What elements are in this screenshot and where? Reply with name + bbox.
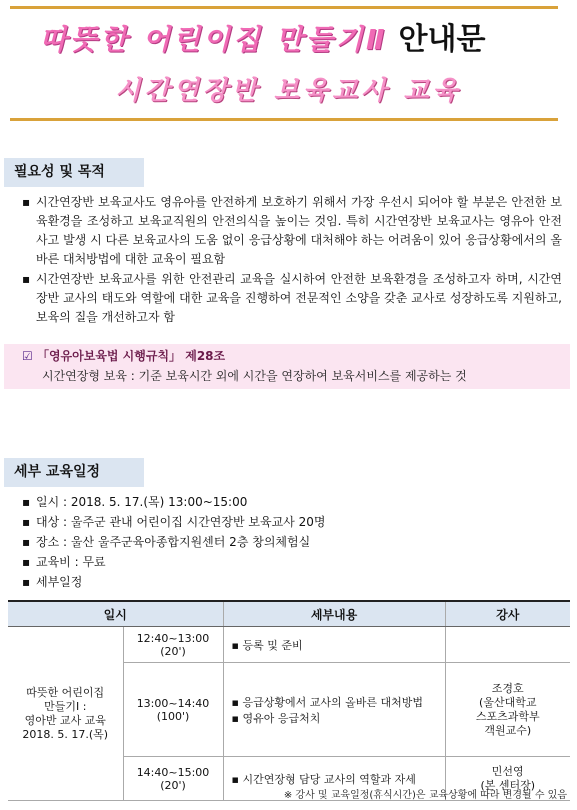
schedule-item-text: 세부일정	[36, 575, 83, 589]
time-range: 13:00~14:40	[136, 696, 210, 710]
session-name-line: 2018. 5. 17.(목)	[22, 727, 109, 741]
schedule-item-text: 대상 : 울주군 관내 어린이집 시간연장반 보육교사 20명	[36, 515, 326, 529]
schedule-item	[22, 552, 325, 572]
instructor-line: 민선영	[491, 764, 524, 778]
session-name-line: 만들기Ⅰ :	[44, 699, 87, 713]
bullet-square-icon: ▪	[22, 195, 31, 209]
time-cell	[123, 663, 223, 757]
instructor-line: (울산대학교	[479, 695, 537, 709]
time-range: 12:40~13:00	[136, 631, 210, 645]
top-rule	[10, 6, 558, 9]
bullet-square-icon: ▪	[22, 555, 31, 569]
table-header-row	[8, 601, 570, 627]
bullet-text: 시간연장반 보육교사를 위한 안전관리 교육을 실시하여 안전한 보육환경을 조성하고자 하며, 시간연장반 교사의 태도와 역할에 대한 교육을 진행하여 전문적인 소양을 갖춘 교사로 성장하도록 지원하고, 보육의 질을 개선하고자 함	[36, 272, 562, 324]
content-cell	[223, 663, 445, 757]
header-instructor: 강사	[445, 601, 570, 627]
content-item: ▪ 응급상황에서 교사의 올바른 대처방법	[231, 695, 423, 709]
instructor-line: 조경호	[491, 681, 524, 695]
content-item: ▪ 영유아 응급처치	[231, 711, 321, 725]
purpose-bullet-1	[22, 193, 562, 269]
law-body: 시간연장형 보육 : 기준 보육시간 외에 시간을 연장하여 보육서비스를 제공하는 것	[42, 369, 467, 383]
title-notice: 안내문	[398, 22, 486, 57]
schedule-item	[22, 572, 325, 592]
content-text: 응급상황에서 교사의 올바른 대처방법	[242, 695, 423, 709]
bullet-square-icon: ▪	[22, 495, 31, 509]
title-main: 따뜻한 어린이집 만들기Ⅱ	[40, 23, 388, 56]
section-heading-purpose: 필요성 및 목적	[4, 158, 144, 187]
purpose-bullet-2	[22, 270, 562, 327]
duration: (100')	[156, 709, 190, 723]
content-text: 시간연장형 담당 교사의 역할과 자세	[242, 772, 416, 786]
law-title: 「영유아보육법 시행규칙」 제28조	[36, 349, 226, 363]
instructor-line: 스포츠과학부	[475, 709, 540, 723]
duration: (20')	[160, 644, 186, 658]
page-title	[40, 14, 540, 58]
schedule-item-text: 일시 : 2018. 5. 17.(목) 13:00~15:00	[36, 495, 248, 509]
schedule-item	[22, 492, 325, 512]
law-heading	[22, 347, 225, 364]
content-item: ▪ 등록 및 준비	[231, 638, 303, 652]
instructor-cell	[445, 627, 570, 663]
bullet-square-icon: ▪	[22, 515, 31, 529]
bullet-square-icon: ▪	[22, 535, 31, 549]
session-name	[8, 627, 123, 801]
bullet-text: 시간연장반 보육교사도 영유아를 안전하게 보호하기 위해서 가장 우선시 되어야 할 부분은 안전한 보육환경을 조성하고 보육교직원의 안전의식을 높이는 것임. 특히 시간연장반 보육교사는 영유아 안전사고 발생 시 다른 보육교사의 도움 없이 응급상황에 대처해야 하는 어려움이 있어 응급상황에서의 올바른 대처방법에 대한 교육이 필요함	[36, 195, 562, 266]
duration: (20')	[160, 778, 186, 792]
section-heading-schedule: 세부 교육일정	[4, 458, 144, 487]
schedule-item	[22, 512, 325, 532]
bullet-square-icon: ▪	[22, 575, 31, 589]
session-name-line: 영아반 교사 교육	[24, 713, 106, 727]
instructor-line: (본 센터장)	[480, 778, 536, 792]
schedule-item	[22, 532, 325, 552]
header-content: 세부내용	[223, 601, 445, 627]
session-name-line: 따뜻한 어린이집	[26, 685, 105, 699]
schedule-item-text: 장소 : 울산 울주군육아종합지원센터 2층 창의체험실	[36, 535, 311, 549]
instructor-cell	[445, 663, 570, 757]
instructor-line: 객원교수)	[484, 723, 532, 737]
time-cell	[123, 757, 223, 801]
time-cell	[123, 627, 223, 663]
page-subtitle: 시간연장반 보육교사 교육	[115, 76, 462, 106]
bottom-rule	[10, 118, 558, 121]
schedule-item-text: 교육비 : 무료	[36, 555, 106, 569]
time-range: 14:40~15:00	[136, 765, 210, 779]
content-text: 등록 및 준비	[242, 638, 303, 652]
content-cell	[223, 627, 445, 663]
footnote: ※ 강사 및 교육일정(휴식시간)은 교육상황에 따라 변경될 수 있음	[283, 790, 567, 801]
checkbox-icon: ☑	[22, 349, 33, 363]
content-item: ▪ 시간연장형 담당 교사의 역할과 자세	[231, 772, 416, 786]
schedule-table	[8, 600, 570, 801]
law-reference-box	[4, 344, 570, 389]
schedule-list	[22, 492, 325, 592]
header-datetime: 일시	[8, 601, 223, 627]
bullet-square-icon: ▪	[22, 272, 31, 286]
table-row	[8, 627, 570, 663]
content-text: 영유아 응급처치	[242, 711, 321, 725]
